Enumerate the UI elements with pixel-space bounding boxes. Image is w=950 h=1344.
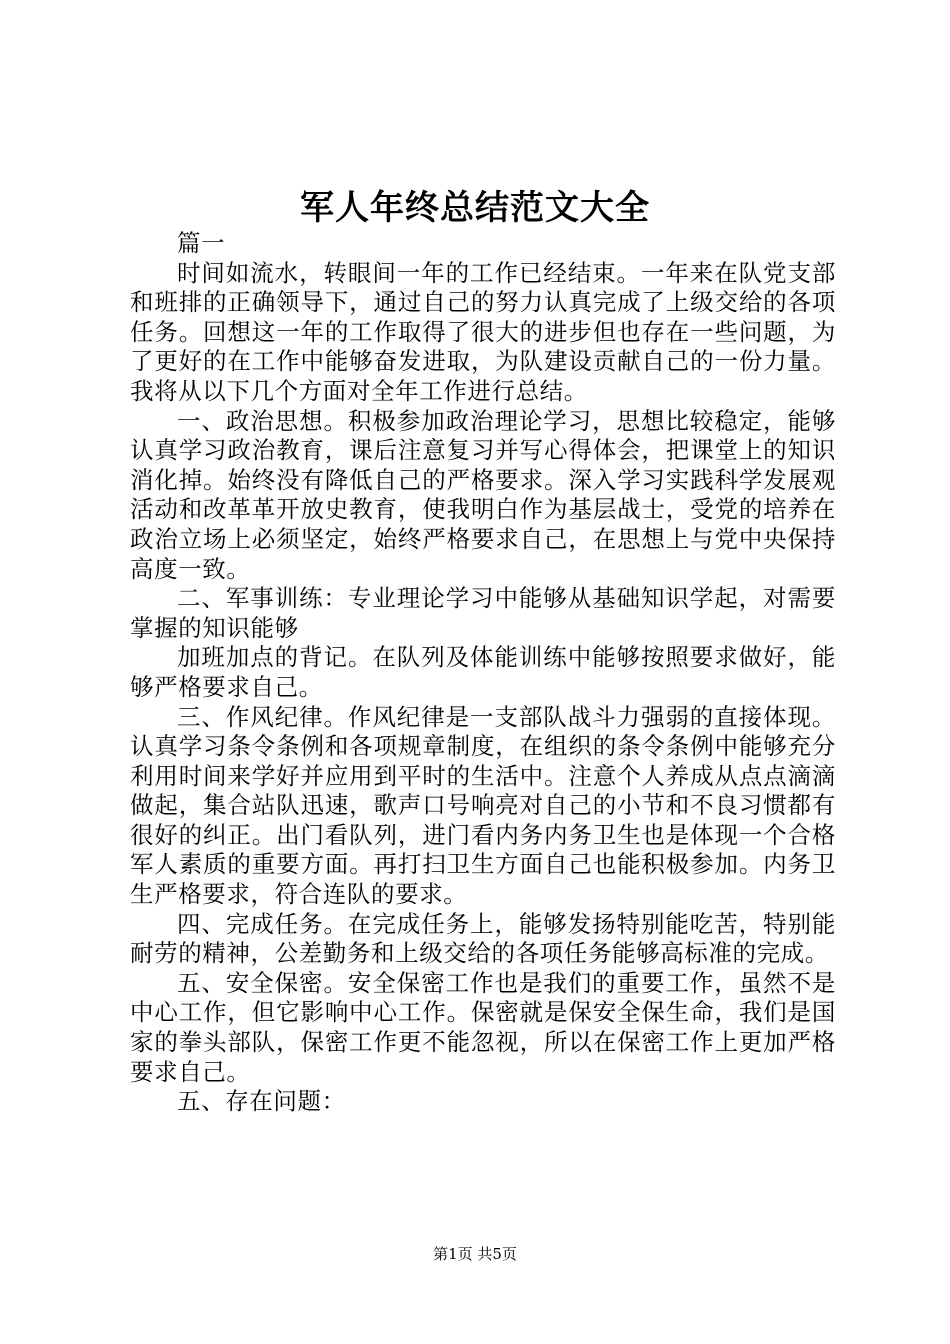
military-training-continued-paragraph: 加班加点的背记。在队列及体能训练中能够按照要求做好，能够严格要求自己。 bbox=[130, 643, 836, 701]
task-completion-paragraph: 四、完成任务。在完成任务上，能够发扬特别能吃苦，特别能耐劳的精神，公差勤务和上级交给的各项任务能够高标准的完成。 bbox=[130, 909, 836, 968]
section-heading: 篇一 bbox=[177, 229, 226, 257]
intro-paragraph: 时间如流水，转眼间一年的工作已经结束。一年来在队党支部和班排的正确领导下，通过自己的努力认真完成了上级交给的各项任务。回想这一年的工作取得了很大的进步但也存在一些问题，为了更好的在工作中能够奋发进取，为队建设贡献自己的一份力量。我将从以下几个方面对全年工作进行总结。 bbox=[130, 258, 836, 405]
page-number: 第1页 共5页 bbox=[433, 1245, 517, 1263]
military-training-paragraph: 二、军事训练：专业理论学习中能够从基础知识学起，对需要掌握的知识能够 bbox=[130, 584, 836, 642]
security-paragraph: 五、安全保密。安全保密工作也是我们的重要工作，虽然不是中心工作，但它影响中心工作。保密就是保安全保生命，我们是国家的拳头部队，保密工作更不能忽视，所以在保密工作上更加严格要求自己。 bbox=[130, 968, 836, 1086]
discipline-paragraph: 三、作风纪律。作风纪律是一支部队战斗力强弱的直接体现。认真学习条令条例和各项规章制度，在组织的条令条例中能够充分利用时间来学好并应用到平时的生活中。注意个人养成从点点滴滴做起，集合站队迅速，歌声口号响亮对自己的小节和不良习惯都有很好的纠正。出门看队列，进门看内务内务卫生也是体现一个合格军人素质的重要方面。再打扫卫生方面自己也能积极参加。内务卫生严格要求，符合连队的要求。 bbox=[130, 702, 836, 909]
political-thought-paragraph: 一、政治思想。积极参加政治理论学习，思想比较稳定，能够认真学习政治教育，课后注意复习并写心得体会，把课堂上的知识消化掉。始终没有降低自己的严格要求。深入学习实践科学发展观活动和改革革开放史教育，使我明白作为基层战士，受党的培养在政治立场上必须坚定，始终严格要求自己，在思想上与党中央保持高度一致。 bbox=[130, 406, 836, 583]
problems-heading: 五、存在问题： bbox=[177, 1087, 346, 1116]
document-title: 军人年终总结范文大全 bbox=[300, 188, 650, 228]
document-body bbox=[130, 229, 836, 1117]
